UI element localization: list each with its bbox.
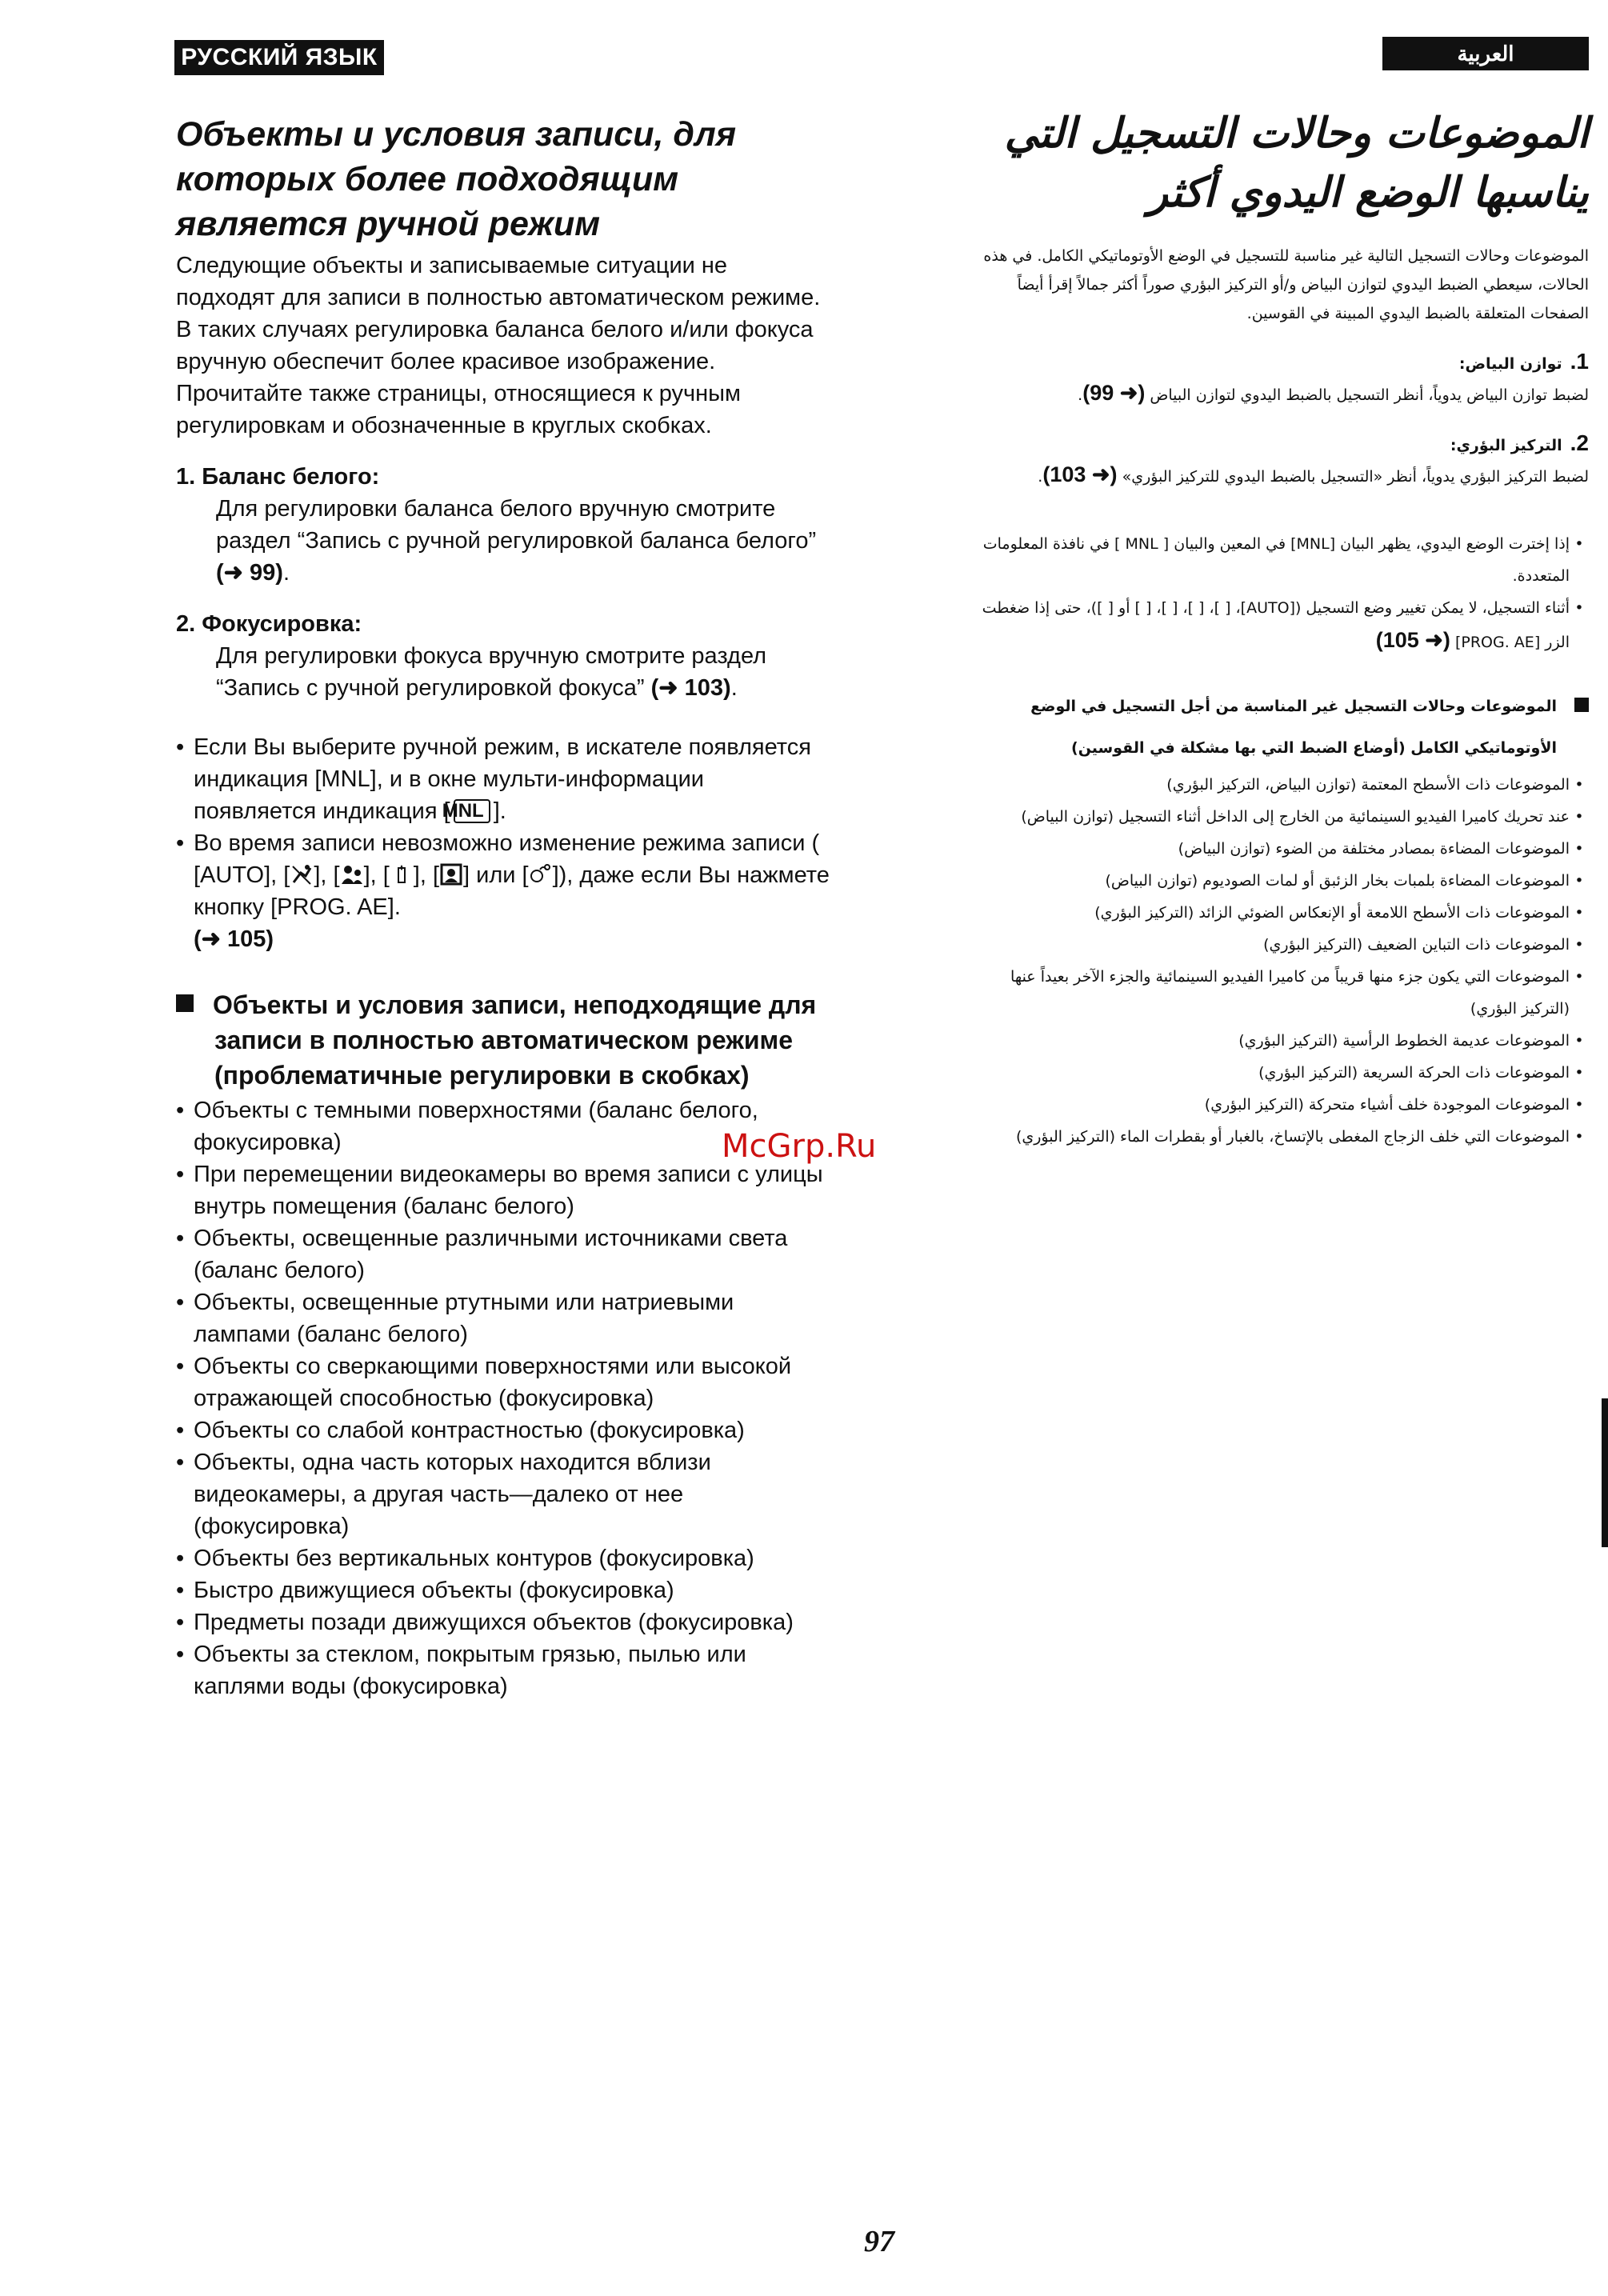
ru-list-item: • При перемещении видеокамеры во время записи с улицы внутрь помещения (баланс белого)	[176, 1158, 832, 1222]
ru-note-text: ].	[493, 798, 506, 824]
ru-page-title	[176, 112, 832, 246]
ru-item-tail: .	[282, 560, 290, 586]
ar-list	[960, 769, 1589, 1153]
ar-item-heading	[960, 347, 1589, 378]
page-number: 97	[864, 2225, 894, 2258]
mnl-indicator-icon: MNL	[454, 799, 490, 823]
ru-item-heading: 2. Фокусировка:	[176, 611, 362, 637]
watermark: McGrp.Ru	[722, 1128, 877, 1165]
ar-item-number: 1.	[1570, 349, 1589, 374]
ru-list-item: • Объекты за стеклом, покрытым грязью, пылью или каплями воды (фокусировка)	[176, 1638, 832, 1702]
ru-note-text: ], [	[413, 862, 440, 888]
arabic-column	[960, 104, 1589, 1153]
ar-title-line: الموضوعات وحالات التسجيل التي	[1004, 110, 1589, 158]
ar-list-item: • الموضوعات الموجودة خلف أشياء متحركة (التركيز البؤري)	[960, 1089, 1589, 1121]
ar-note-text: أثناء التسجيل، لا يمكن تغيير وضع التسجيل ([AUTO]، [ ]، [ ]، [ ]، [ ] أو [ ])، حتى إذا ضغطت الزر [PROG. AE]	[982, 599, 1570, 651]
ru-note-mode-locked	[176, 827, 832, 955]
ru-section-heading	[176, 987, 832, 1093]
page-reference: (➜ 103)	[650, 675, 731, 701]
low-light-mode-icon	[390, 863, 414, 886]
language-tab-russian: РУССКИЙ ЯЗЫК	[174, 40, 384, 75]
ar-item-body	[960, 378, 1589, 410]
ar-item-heading-text: توازن البياض:	[1458, 355, 1562, 373]
ru-list-item: • Быстро движущиеся объекты (фокусировка)	[176, 1574, 832, 1606]
page-reference: (➜ 103)	[1042, 462, 1118, 486]
ar-title-line: يناسبها الوضع اليدوي أكثر	[1147, 169, 1589, 217]
ru-list-item: • Объекты со сверкающими поверхностями или высокой отражающей способностью (фокусировка)	[176, 1350, 832, 1414]
ru-note-text: ], [	[314, 862, 340, 888]
page-reference: (➜ 99)	[216, 560, 283, 586]
ru-note-text: ] или [	[463, 862, 529, 888]
ru-list-item: • Объекты с темными поверхностями (баланс белого, фокусировка)	[176, 1094, 832, 1158]
ru-section-heading-text: Объекты и условия записи, неподходящие для записи в полностью автоматическом режиме (проблематичные регулировки в скобках)	[213, 990, 817, 1090]
ru-item-tail: .	[730, 675, 738, 701]
ar-item-text: لضبط التركيز البؤري يدوياً، أنظر «التسجيل بالضبط اليدوي للتركيز البؤري»	[1117, 468, 1589, 486]
ru-intro: Следующие объекты и записываемые ситуации не подходят для записи в полностью автоматическом режиме. В таких случаях регулировка баланса белого и/или фокуса вручную обеспечит более красивое изображение. Прочитайте также страницы, относящиеся к ручным регулировкам и обозначенные в круглых скобках.	[176, 253, 821, 438]
ar-item-number: 2.	[1570, 430, 1589, 455]
square-bullet-icon	[1574, 698, 1589, 712]
ru-item-focus	[176, 608, 832, 704]
ar-list-item: • الموضوعات عديمة الخطوط الرأسية (التركيز البؤري)	[960, 1025, 1589, 1057]
ar-list-item: • الموضوعات المضاءة بمصادر مختلفة من الضوء (توازن البياض)	[960, 833, 1589, 865]
ar-item-tail: .	[1038, 468, 1043, 486]
ar-item-heading	[960, 429, 1589, 460]
ar-note-manual-mode: • إذا إخترت الوضع اليدوي، يظهر البيان [MNL] في المعين والبيان [ MNL ] في نافذة المعلومات المتعددة.	[960, 528, 1589, 592]
ar-section-heading	[960, 686, 1589, 769]
square-bullet-icon	[176, 994, 194, 1012]
ru-title-line: является ручной режим	[176, 205, 601, 243]
ar-item-text: لضبط توازن البياض يدوياً، أنظر التسجيل بالضبط اليدوي لتوازن البياض	[1145, 386, 1589, 404]
page-reference: (➜ 105)	[1375, 628, 1450, 652]
ar-item-white-balance	[960, 347, 1589, 410]
russian-column	[176, 112, 832, 1702]
ru-list-item: • Объекты, одна часть которых находится вблизи видеокамеры, а другая часть—далеко от нее (фокусировка)	[176, 1446, 832, 1542]
ar-list-item: • الموضوعات ذات التباين الضعيف (التركيز البؤري)	[960, 929, 1589, 961]
ar-item-body	[960, 460, 1589, 491]
ru-list-item: • Объекты, освещенные различными источниками света (баланс белого)	[176, 1222, 832, 1286]
ru-note-text: ], [	[363, 862, 390, 888]
ru-note-text: Если Вы выберите ручной режим, в искателе появляется индикация [MNL], и в окне мульти-информации появляется индикация [	[194, 734, 811, 824]
ru-notes	[176, 731, 832, 955]
ar-intro: الموضوعات وحالات التسجيل التالية غير مناسبة للتسجيل في الوضع الأوتوماتيكي الكامل. في هذه الحالات، سيعطي الضبط اليدوي لتوازن البياض و/أو التركيز البؤري صوراً أكثر جمالاً إقرأ أيضاً الصفحات المتعلقة بالضبط اليدوي المبينة في القوسين.	[983, 247, 1589, 322]
page-edge-marker	[1602, 1398, 1608, 1547]
ru-item-body	[176, 640, 832, 704]
ru-list-item: • Объекты без вертикальных контуров (фокусировка)	[176, 1542, 832, 1574]
ru-item-white-balance	[176, 461, 832, 589]
ar-list-item: • الموضوعات ذات الأسطح المعتمة (توازن البياض، التركيز البؤري)	[960, 769, 1589, 801]
portrait-mode-icon	[340, 863, 364, 886]
ru-item-body	[176, 493, 832, 589]
ar-list-item: • الموضوعات المضاءة بلمبات بخار الزئبق أو لمات الصوديوم (توازن البياض)	[960, 865, 1589, 897]
ru-note-text: Во время записи невозможно изменение режима записи ( [AUTO], [	[194, 830, 820, 888]
ru-item-text: Для регулировки фокуса вручную смотрите раздел “Запись с ручной регулировкой фокуса”	[216, 643, 767, 701]
ru-note-manual-mode	[176, 731, 832, 827]
ar-note-mode-locked	[960, 592, 1589, 658]
language-tab-arabic: العربية	[1382, 37, 1589, 70]
ru-list-item: • Предметы позади движущихся объектов (фокусировка)	[176, 1606, 832, 1638]
page-reference: (➜ 105)	[194, 926, 274, 952]
page-reference: (➜ 99)	[1082, 381, 1146, 405]
ru-item-heading: 1. Баланс белого:	[176, 464, 380, 490]
ru-note-text: ]), даже если Вы нажмете кнопку [PROG. AE].	[194, 862, 830, 920]
ar-section-heading-text: الموضوعات وحالات التسجيل غير المناسبة من أجل التسجيل في الوضع الأوتوماتيكي الكامل (أوضاع الضبط التي بها مشكلة في القوسين)	[1030, 698, 1557, 757]
ru-title-line: которых более подходящим	[176, 160, 679, 198]
surf-snow-mode-icon	[529, 863, 553, 886]
sports-mode-icon	[290, 863, 314, 886]
ar-list-item: • الموضوعات التي يكون جزء منها قريباً من كاميرا الفيديو السينمائية والجزء الآخر بعيداً عنها (التركيز البؤري)	[960, 961, 1589, 1025]
ar-list-item: • عند تحريك كاميرا الفيديو السينمائية من الخارج إلى الداخل أثناء التسجيل (توازن البياض)	[960, 801, 1589, 833]
ar-page-title	[960, 104, 1589, 222]
ru-list-item: • Объекты со слабой контрастностью (фокусировка)	[176, 1414, 832, 1446]
ar-item-tail: .	[1078, 386, 1083, 404]
ar-list-item: • الموضوعات ذات الأسطح اللامعة أو الإنعكاس الضوئي الزائد (التركيز البؤري)	[960, 897, 1589, 929]
ar-item-heading-text: التركيز البؤري:	[1450, 437, 1562, 454]
ru-list-item: • Объекты, освещенные ртутными или натриевыми лампами (баланс белого)	[176, 1286, 832, 1350]
ar-notes	[960, 528, 1589, 658]
ru-title-line: Объекты и условия записи, для	[176, 115, 737, 154]
spotlight-mode-icon	[439, 863, 463, 886]
ru-item-text: Для регулировки баланса белого вручную смотрите раздел “Запись с ручной регулировкой баланса белого”	[216, 496, 817, 554]
ar-list-item: • الموضوعات ذات الحركة السريعة (التركيز البؤري)	[960, 1057, 1589, 1089]
ar-list-item: • الموضوعات التي خلف الزجاج المغطى بالإتساخ، بالغبار أو بقطرات الماء (التركيز البؤري)	[960, 1121, 1589, 1153]
ar-item-focus	[960, 429, 1589, 491]
